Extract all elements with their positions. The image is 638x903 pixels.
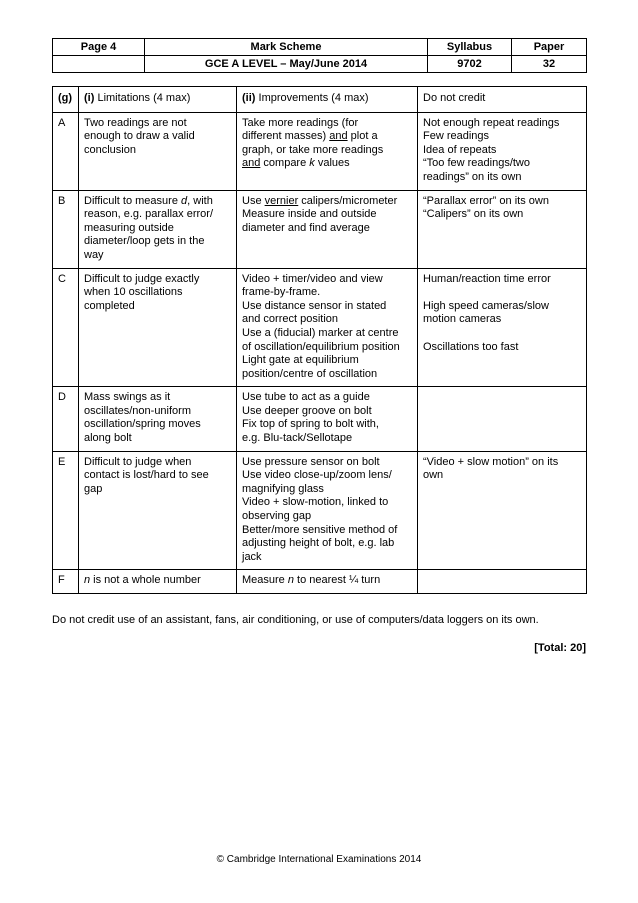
total-marks: [Total: 20]	[534, 642, 586, 654]
no-credit-cell: Human/reaction time error High speed cameras/slow motion cameras Oscillations too fast	[418, 268, 587, 387]
no-credit-cell	[418, 570, 587, 594]
header-empty-cell	[53, 56, 145, 73]
paper-value: 32	[512, 56, 587, 73]
no-credit-cell: “Parallax error” on its own “Calipers” on its own	[418, 190, 587, 268]
row-label: F	[53, 570, 79, 594]
credit-note: Do not credit use of an assistant, fans, air conditioning, or use of computers/data loggers on its own.	[52, 614, 539, 626]
limitation-cell: n is not a whole number	[79, 570, 237, 594]
scheme-label: Mark Scheme	[145, 39, 428, 56]
table-row	[53, 451, 587, 570]
table-row	[53, 190, 587, 268]
improvement-cell: Use vernier calipers/micrometer Measure inside and outside diameter and find average	[237, 190, 418, 268]
table-header-row	[53, 87, 587, 113]
row-label: A	[53, 112, 79, 190]
limitation-cell: Difficult to judge when contact is lost/hard to see gap	[79, 451, 237, 570]
limitation-cell: Difficult to measure d, with reason, e.g. parallax error/ measuring outside diameter/loop gets in the way	[79, 190, 237, 268]
improvement-cell: Take more readings (for different masses) and plot a graph, or take more readings and compare k values	[237, 112, 418, 190]
syllabus-label: Syllabus	[428, 39, 512, 56]
mark-scheme-table	[52, 86, 587, 594]
table-row	[53, 112, 587, 190]
row-label: D	[53, 387, 79, 451]
improvements-header: (ii) Improvements (4 max)	[237, 87, 418, 113]
row-label: E	[53, 451, 79, 570]
no-credit-cell: “Video + slow motion” on its own	[418, 451, 587, 570]
improvement-cell: Measure n to nearest ¼ turn	[237, 570, 418, 594]
syllabus-value: 9702	[428, 56, 512, 73]
row-label: B	[53, 190, 79, 268]
limitation-cell: Mass swings as it oscillates/non-uniform oscillation/spring moves along bolt	[79, 387, 237, 451]
limitations-header: (i) Limitations (4 max)	[79, 87, 237, 113]
page-label: Page 4	[53, 39, 145, 56]
copyright-footer: © Cambridge International Examinations 2014	[216, 854, 422, 865]
improvement-cell: Use pressure sensor on bolt Use video close-up/zoom lens/ magnifying glass Video + slow-motion, linked to observing gap Better/more sensitive method of adjusting height of bolt, e.g. lab jack	[237, 451, 418, 570]
paper-label: Paper	[512, 39, 587, 56]
table-row	[53, 268, 587, 387]
no-credit-cell	[418, 387, 587, 451]
table-row	[53, 387, 587, 451]
scheme-value: GCE A LEVEL – May/June 2014	[145, 56, 428, 73]
no-credit-cell: Not enough repeat readings Few readings Idea of repeats “Too few readings/two readings” on its own	[418, 112, 587, 190]
row-label: C	[53, 268, 79, 387]
improvement-cell: Video + timer/video and view frame-by-frame. Use distance sensor in stated and correct position Use a (fiducial) marker at centre of oscillation/equilibrium position Light gate at equilibrium position/centre of oscillation	[237, 268, 418, 387]
limitation-cell: Two readings are not enough to draw a valid conclusion	[79, 112, 237, 190]
part-label: (g)	[53, 87, 79, 113]
table-row	[53, 570, 587, 594]
header-table	[52, 38, 587, 73]
improvement-cell: Use tube to act as a guide Use deeper groove on bolt Fix top of spring to bolt with, e.g. Blu-tack/Sellotape	[237, 387, 418, 451]
limitation-cell: Difficult to judge exactly when 10 oscillations completed	[79, 268, 237, 387]
no-credit-header: Do not credit	[418, 87, 587, 113]
